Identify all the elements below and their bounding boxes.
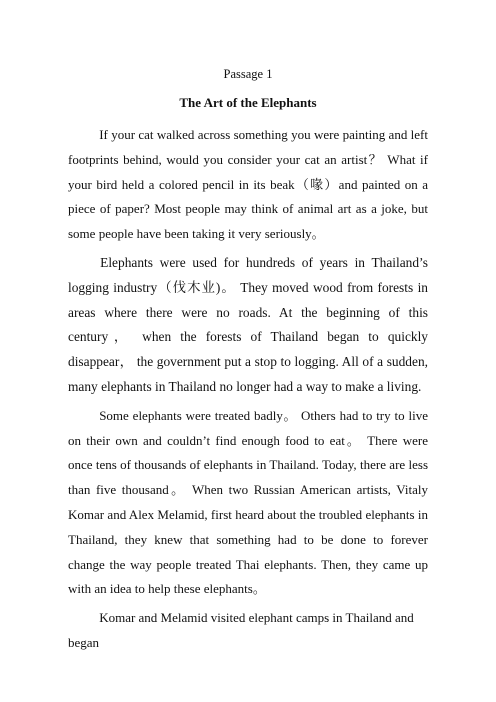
passage-label: Passage 1 (223, 67, 273, 81)
passage-title: The Art of the Elephants (179, 95, 317, 110)
paragraph-4: Komar and Melamid visited elephant camps in Thailand and began (68, 610, 414, 650)
paragraph-3: Some elephants were treated badly。 Others had to try to live on their own and couldn’t find enough food to eat。 There were once tens of thousands of elephants in Thailand. Today, there are less than five thousand。 When two Russian American artists, Vitaly Komar and Alex Melamid, first heard about the troubled elephants in Thailand, they knew that something had to be done to forever change the way people treated Thai elephants. Then, they came up with an idea to help these elephants。 (68, 407, 428, 597)
paragraph-1: If your cat walked across something you were painting and left footprints behind, would you consider your cat an artist？ What if your bird held a colored pencil in its beak（喙）and painted on a piece of paper? Most people may think of animal art as a joke, but some people have been taking it very seriously。 (68, 127, 428, 242)
paragraph-2: Elephants were used for hundreds of years in Thailand’s logging industry（伐木业)。 They moved wood from forests in areas where there were no roads. At the beginning of this century， when the forests of Thailand began to quickly disappear， the government put a stop to logging. All of a sudden, many elephants in Thailand no longer had a way to make a living. (68, 254, 428, 394)
